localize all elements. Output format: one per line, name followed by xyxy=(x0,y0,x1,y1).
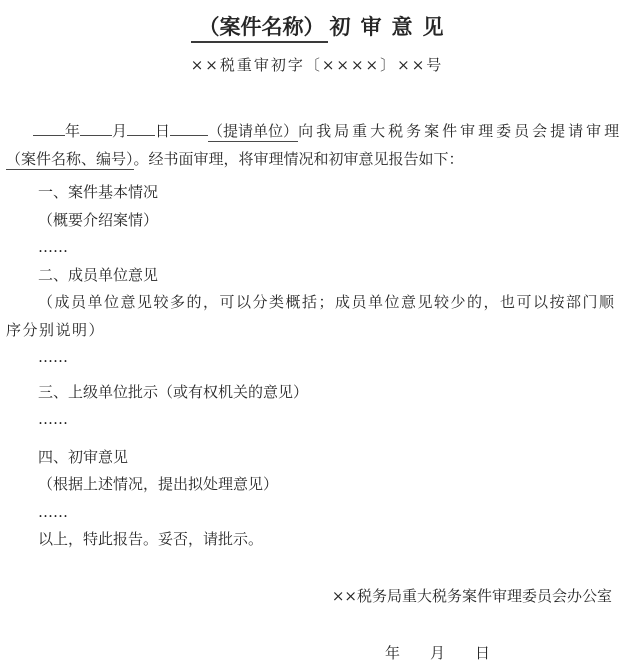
section-2-note: （成员单位意见较多的，可以分类概括；成员单位意见较少的，也可以按部门顺序分别说明） xyxy=(6,293,616,339)
case-name-underlined: （案件名称） xyxy=(191,14,328,43)
intro-text-after-unit: 向我局重大税务案件审理委员会提请审理 xyxy=(298,122,623,140)
fill-in-blank-month xyxy=(80,120,112,136)
month-label: 月 xyxy=(112,122,128,140)
fill-in-blank-unit xyxy=(170,120,208,136)
intro-text-after-case: 。经书面审理，将审理情况和初审意见报告如下： xyxy=(133,149,464,168)
date-year-label: 年 xyxy=(384,644,400,662)
closing-line: 以上，特此报告。妥否，请批示。 xyxy=(38,530,264,548)
day-label: 日 xyxy=(155,122,171,140)
section-4-ellipsis: …… xyxy=(38,502,68,521)
date-line xyxy=(6,640,628,668)
year-label: 年 xyxy=(65,122,81,140)
submitting-unit-placeholder: （提请单位） xyxy=(208,122,299,140)
case-ref-placeholder: （案件名称、编号） xyxy=(6,149,134,168)
fill-in-blank-year xyxy=(33,120,65,136)
date-month-label: 月 xyxy=(429,644,445,662)
section-1-ellipsis: …… xyxy=(38,238,68,256)
title-rest: 初审意见 xyxy=(329,14,454,39)
intro-line-1 xyxy=(6,118,628,146)
document-number: ××税重审初字〔××××〕××号 xyxy=(190,56,444,74)
date-day-label: 日 xyxy=(474,644,490,662)
fill-in-blank-day xyxy=(127,120,155,136)
section-4-note: （根据上述情况，提出拟处理意见） xyxy=(38,475,279,493)
signature-line: ××税务局重大税务案件审理委员会办公室 xyxy=(331,586,612,605)
section-1-heading: 一、案件基本情况 xyxy=(38,183,159,201)
intro-line-2 xyxy=(6,146,628,174)
section-1-note: （概要介绍案情） xyxy=(38,210,159,229)
intro-paragraph xyxy=(6,118,628,173)
section-2-ellipsis: …… xyxy=(38,348,68,366)
section-3-heading: 三、上级单位批示（或有权机关的意见） xyxy=(38,382,309,401)
section-2-heading: 二、成员单位意见 xyxy=(38,265,159,284)
section-3-ellipsis: …… xyxy=(38,410,68,428)
document-title xyxy=(6,12,628,42)
section-4-heading: 四、初审意见 xyxy=(38,447,129,466)
